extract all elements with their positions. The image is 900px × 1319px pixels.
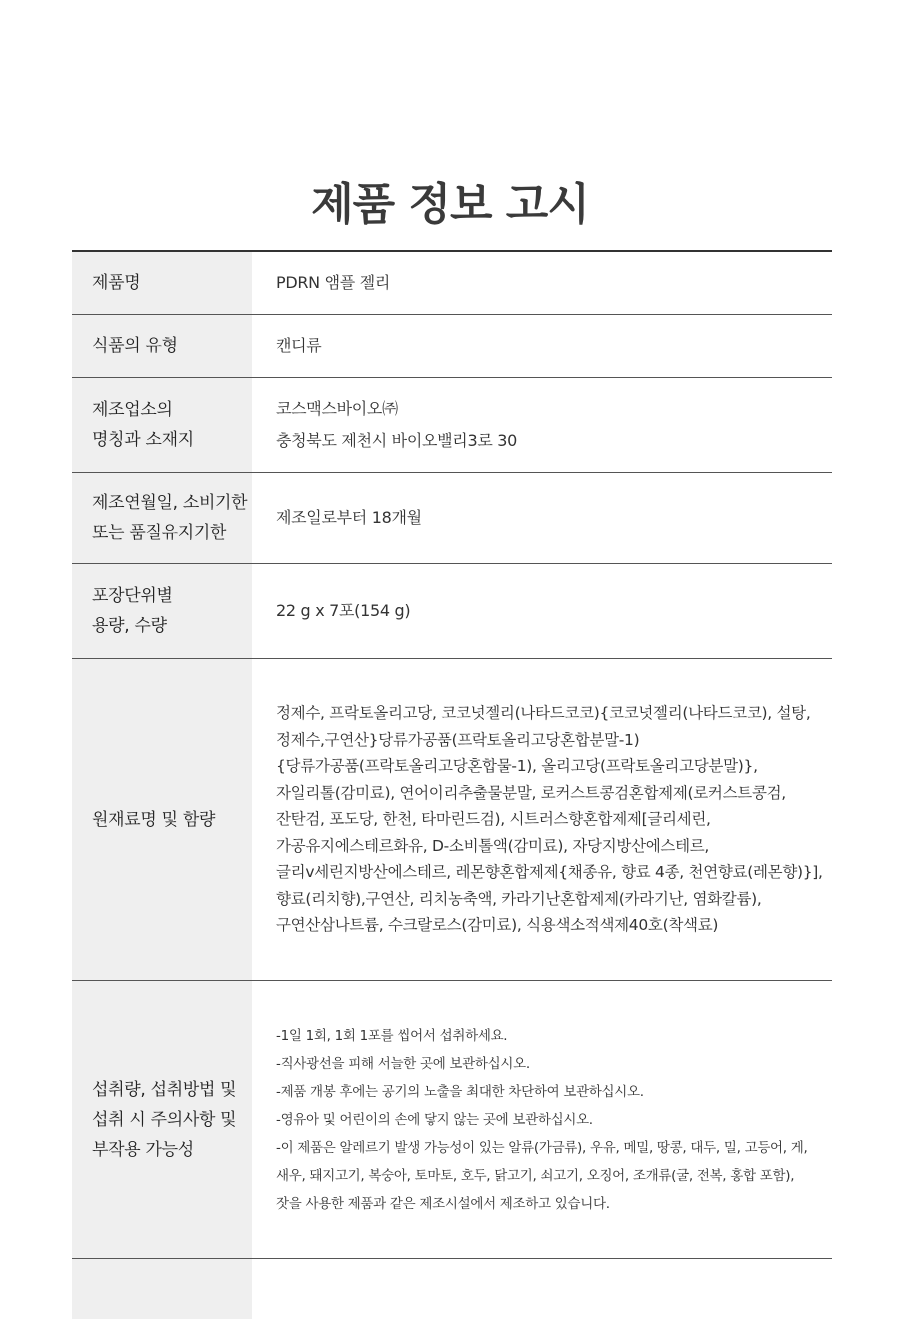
value-line: 가공유지에스테르화유, D-소비톨액(감미료), 자당지방산에스테르, <box>276 836 710 855</box>
value-line: 잔탄검, 포도당, 한천, 타마린드검), 시트러스향혼합제제[글리세린, <box>276 810 711 829</box>
label-line: 제품명 <box>92 273 141 293</box>
table-row-package-volume <box>72 564 832 659</box>
label-line: 섭취량, 섭취방법 및 <box>92 1079 237 1100</box>
table-row-manufacturer <box>72 378 832 473</box>
row-label <box>72 564 252 658</box>
value-line: 자일리톨(감미료), 연어이리추출물분말, 로커스트콩검혼합제제(로커스트콩검, <box>276 783 786 802</box>
label-line: 제조연월일, 소비기한 <box>92 493 248 513</box>
table-row-food-type <box>72 315 832 378</box>
label-line: 식품의 유형 <box>92 336 178 356</box>
row-value <box>252 659 832 980</box>
row-label <box>72 659 252 980</box>
row-label <box>72 315 252 377</box>
table-row-intake-precautions <box>72 981 832 1259</box>
value-line: 새우, 돼지고기, 복숭아, 토마토, 호두, 닭고기, 쇠고기, 오징어, 조개류(굴, 전복, 홍합 포함), <box>276 1167 795 1184</box>
row-value <box>252 981 832 1258</box>
row-value <box>252 473 832 563</box>
label-line: 또는 품질유지기한 <box>92 523 227 543</box>
row-label <box>72 1259 252 1319</box>
table-row-partial <box>72 1259 832 1319</box>
value-line: -1일 1회, 1회 1포를 씹어서 섭취하세요. <box>276 1027 508 1044</box>
table-row-expiry <box>72 473 832 564</box>
row-value <box>252 252 832 314</box>
row-value <box>252 315 832 377</box>
label-line: 제조업소의 <box>92 400 173 420</box>
table-row-product-name <box>72 252 832 315</box>
value-line: 글리v세린지방산에스테르, 레몬향혼합제제{채종유, 향료 4종, 천연향료(레몬향)}], <box>276 863 823 882</box>
label-line: 용량, 수량 <box>92 616 167 636</box>
value-line: 정제수,구연산}당류가공품(프락토올리고당혼합분말-1) <box>276 730 640 749</box>
label-line: 명칭과 소재지 <box>92 430 194 450</box>
value-line: 향료(리치향),구연산, 리치농축액, 카라기난혼합제제(카라기난, 염화칼륨), <box>276 889 762 908</box>
value-line: -영유아 및 어린이의 손에 닿지 않는 곳에 보관하십시오. <box>276 1111 593 1128</box>
value-line: 코스맥스바이오㈜ <box>276 399 398 418</box>
row-value <box>252 378 832 472</box>
value-line: 잣을 사용한 제품과 같은 제조시설에서 제조하고 있습니다. <box>276 1195 610 1212</box>
value-line: 제조일로부터 18개월 <box>276 508 422 527</box>
value-line: 구연산삼나트륨, 수크랄로스(감미료), 식용색소적색제40호(착색료) <box>276 916 719 935</box>
row-label <box>72 252 252 314</box>
value-line: 충청북도 제천시 바이오밸리3로 30 <box>276 431 518 450</box>
value-line: 캔디류 <box>276 336 322 355</box>
value-line: -이 제품은 알레르기 발생 가능성이 있는 알류(가금류), 우유, 메밀, 땅콩, 대두, 밀, 고등어, 게, <box>276 1139 808 1156</box>
page-title: 제품 정보 고시 <box>311 179 589 230</box>
row-label <box>72 473 252 563</box>
value-line: 정제수, 프락토올리고당, 코코넛젤리(나타드코코){코코넛젤리(나타드코코), 설탕, <box>276 704 811 723</box>
row-label <box>72 981 252 1258</box>
label-line: 포장단위별 <box>92 586 173 606</box>
value-line: -제품 개봉 후에는 공기의 노출을 최대한 차단하여 보관하십시오. <box>276 1083 644 1100</box>
row-label <box>72 378 252 472</box>
label-line: 원재료명 및 함량 <box>92 809 216 830</box>
label-line: 섭취 시 주의사항 및 <box>92 1109 237 1130</box>
row-value <box>252 1259 832 1319</box>
row-value <box>252 564 832 658</box>
table-row-ingredients <box>72 659 832 981</box>
value-line: {당류가공품(프락토올리고당혼합물-1), 올리고당(프락토올리고당분말)}, <box>276 757 758 776</box>
label-line: 부작용 가능성 <box>92 1139 194 1160</box>
value-line: -직사광선을 피해 서늘한 곳에 보관하십시오. <box>276 1055 530 1072</box>
product-info-table <box>72 250 832 1319</box>
value-line: 22 g x 7포(154 g) <box>276 601 411 620</box>
value-line: PDRN 앰플 젤리 <box>276 273 391 292</box>
